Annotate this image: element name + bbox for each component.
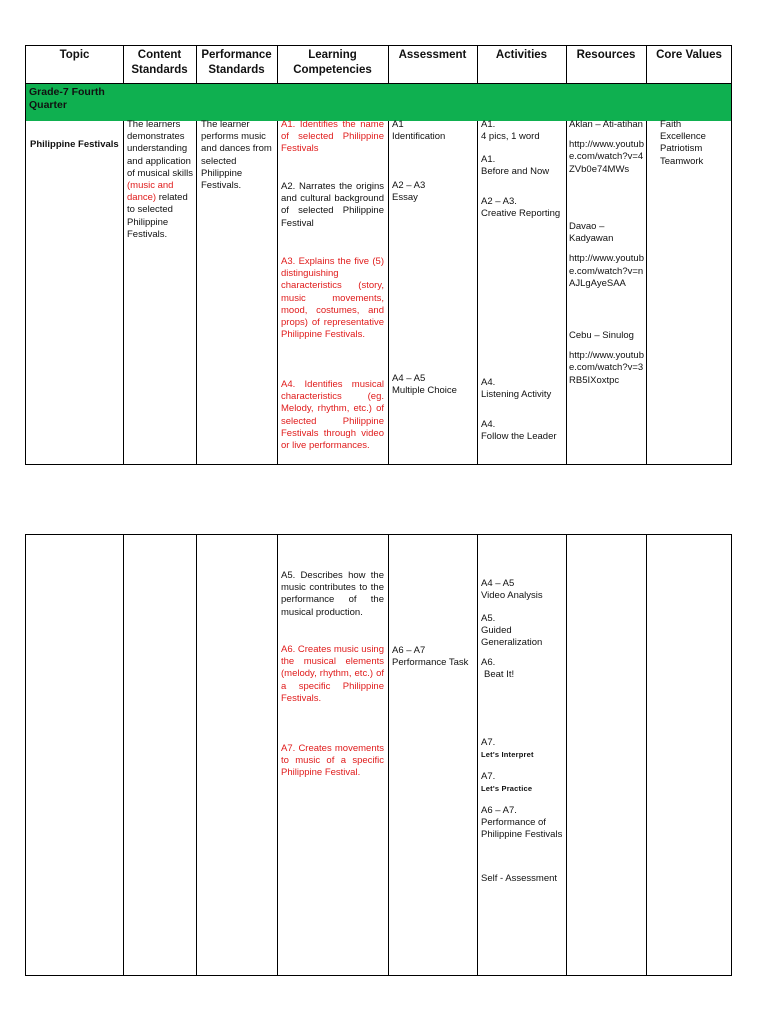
assessment-code: A1 [392,119,404,130]
activity-code: A6 – A7. [481,805,517,816]
content-standards-highlight: (music and dance) [127,180,174,204]
activity-code: A4. [481,377,496,388]
assessment-code: A4 – A5 [392,373,426,384]
activity-beat-it [481,657,563,681]
activity-text: Before and Now [481,166,550,178]
activity-code: A4 – A5 [481,578,515,589]
assessment-code: A6 – A7 [392,645,426,656]
header-activities: Activities [495,49,548,61]
assessment-code: A2 – A3 [392,180,426,191]
assessment-text: Identification [392,131,446,143]
activity-text: Listening Activity [481,389,552,401]
activity-guided-generalization [481,613,563,650]
activity-code: A7. [481,771,496,782]
resource-name: Cebu – Sinulog [569,330,634,341]
activity-text: Video Analysis [481,590,543,602]
resource-name: Aklan – Ati-atihan [569,119,643,130]
activity-4pics [481,119,563,143]
assessment-text: Performance Task [392,657,469,669]
performance-standards: The learner performs music and dances from selected Philippine Festivals. [201,119,272,192]
quarter-row [26,84,731,121]
content-standards [127,119,193,241]
assessment-a1 [392,119,474,143]
activity-lets-practice [481,771,563,795]
header-content-standards: Content Standards [131,49,188,76]
competency-a1: A1. Identifies the name of selected Philippine Festivals [281,119,384,155]
activity-text: Follow the Leader [481,431,557,443]
activity-performance [481,805,563,842]
activity-code: A5. [481,613,496,624]
competency-a7: A7. Creates movements to music of a specific Philippine Festival. [281,743,384,779]
activity-text: Let's Interpret [481,750,534,760]
header-core-values: Core Values [656,49,722,61]
activity-code: A7. [481,737,496,748]
activity-listening [481,377,563,401]
activity-self-assessment: Self - Assessment [481,873,558,884]
activity-code: A6. [481,657,496,668]
resource-davao [569,221,644,290]
resource-link[interactable]: http://www.youtube.com/watch?v=nAJLgAyeSAA [569,253,644,289]
assessment-a4-a5 [392,373,474,397]
activity-text: Performance of Philippine Festivals [481,817,563,841]
activity-follow-the-leader [481,419,563,443]
curriculum-table-2 [25,534,732,976]
activity-code: A1. [481,119,496,130]
activity-before-and-now [481,154,563,178]
activity-video-analysis [481,578,563,602]
activity-text: Beat It! [484,669,515,681]
header-assessment: Assessment [398,49,467,61]
curriculum-table-1 [25,45,732,465]
activity-text: Guided Generalization [481,625,543,649]
resource-name: Davao – Kadyawan [569,221,614,245]
topic-label: Philippine Festivals [30,139,119,150]
activity-creative-reporting [481,196,563,220]
header-learning-competencies: Learning Competencies [293,49,372,76]
competency-a4: A4. Identifies musical characteristics (eg. Melody, rhythm, etc.) of selected Philippine Festivals through video or live performances. [281,379,384,452]
activity-code: A1. [481,154,496,165]
core-values-list [660,119,730,168]
core-value: Teamwork [660,155,704,167]
core-value: Faith [660,119,682,130]
content-standards-text: The learners demonstrates understanding and application of musical skills [127,119,193,179]
activity-code: A2 – A3. [481,196,517,207]
header-resources: Resources [576,49,636,61]
resource-aklan [569,119,644,176]
assessment-a6-a7 [392,645,474,669]
resource-link[interactable]: http://www.youtube.com/watch?v=3RB5IXoxtpc [569,350,644,386]
core-value: Patriotism [660,143,703,155]
activity-text: Let's Practice [481,784,533,794]
competency-a6: A6. Creates music using the musical elements (melody, rhythm, etc.) of a specific Philippine Festivals. [281,644,384,704]
activity-text: 4 pics, 1 word [481,131,540,143]
competency-a2: A2. Narrates the origins and cultural background of selected Philippine Festival [281,181,384,229]
competency-a3: A3. Explains the five (5) distinguishing characteristics (story, music movements, mood, costumes, and props) of representative Philippine Festivals. [281,256,384,341]
assessment-text: Multiple Choice [392,385,457,397]
quarter-label: Grade-7 Fourth Quarter [29,86,105,111]
core-value: Excellence [660,131,706,143]
competency-a5: A5. Describes how the music contributes to the performance of the musical production. [281,570,384,618]
assessment-a2-a3 [392,180,474,204]
header-topic: Topic [59,49,90,61]
resource-link[interactable]: http://www.youtube.com/watch?v=4ZVb0e74MWs [569,139,644,175]
assessment-text: Essay [392,192,418,204]
activity-text: Creative Reporting [481,208,561,220]
content-standards-text-end: related to selected Philippine Festivals. [127,192,188,240]
activity-code: A4. [481,419,496,430]
activity-lets-interpret [481,737,563,761]
header-performance-standards: Performance Standards [201,49,272,76]
resource-cebu [569,330,644,387]
